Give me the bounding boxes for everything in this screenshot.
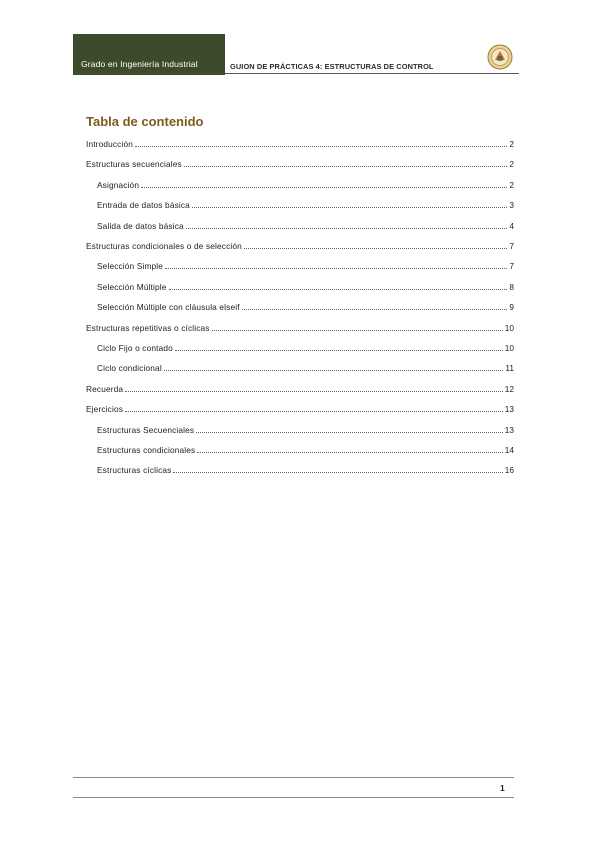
toc-entry-leader-dots	[141, 187, 507, 188]
toc-entry[interactable]	[86, 382, 514, 394]
toc-entry[interactable]	[97, 259, 514, 271]
header-document-title: GUION DE PRÁCTICAS 4: ESTRUCTURAS DE CONTROL	[230, 62, 434, 71]
toc-entry-page: 12	[504, 383, 514, 394]
toc-entry-page: 10	[504, 343, 514, 353]
toc-entry-leader-dots	[175, 350, 503, 351]
toc-entry-leader-dots	[184, 166, 508, 167]
toc-entry-page: 10	[504, 322, 514, 333]
toc-entry[interactable]	[97, 463, 514, 475]
toc-entry-leader-dots	[125, 411, 503, 412]
toc-entry-leader-dots	[173, 472, 502, 473]
toc-entry-leader-dots	[212, 330, 503, 331]
toc-entry[interactable]	[97, 219, 514, 231]
toc-entry-title: Ejercicios	[86, 404, 124, 415]
toc-entry-title: Ciclo Fijo o contado	[97, 343, 173, 353]
university-seal-icon	[487, 44, 513, 70]
toc-entry[interactable]	[97, 198, 514, 210]
toc-entry-page: 7	[509, 261, 514, 272]
toc-entry-page: 2	[509, 139, 514, 149]
toc-entry-title: Estructuras Secuenciales	[97, 424, 195, 435]
toc-entry-title: Selección Múltiple con cláusula elseif	[97, 302, 240, 313]
toc-entry-page: 16	[504, 465, 514, 476]
toc-entry-leader-dots	[169, 289, 508, 290]
toc-entry[interactable]	[97, 423, 514, 435]
toc-entry[interactable]	[86, 321, 514, 333]
toc-entry-title: Estructuras condicionales o de selección	[86, 241, 242, 251]
toc-entry[interactable]	[97, 443, 514, 455]
toc-entry-page: 7	[509, 241, 514, 251]
toc-heading: Tabla de contenido	[86, 114, 204, 129]
toc-entry-title: Asignación	[97, 179, 140, 190]
toc-entry-page: 13	[504, 404, 514, 415]
toc-entry[interactable]	[86, 402, 514, 414]
page-number: 1	[500, 783, 505, 793]
toc-entry-title: Salida de datos básica	[97, 220, 184, 231]
header-degree-block	[73, 34, 225, 75]
header-divider	[225, 73, 519, 74]
toc-entry-leader-dots	[135, 146, 507, 147]
toc-entry-leader-dots	[242, 309, 508, 310]
toc-entry-page: 11	[505, 363, 514, 374]
toc-entry-title: Entrada de datos básica	[97, 200, 190, 211]
toc-entry-leader-dots	[196, 432, 503, 433]
toc-entry[interactable]	[97, 341, 514, 353]
toc-entry-page: 3	[509, 200, 514, 211]
toc-entry[interactable]	[86, 157, 514, 169]
toc-entry-leader-dots	[197, 452, 502, 453]
toc-entry-title: Estructuras repetitivas o cíclicas	[86, 322, 210, 333]
toc-entry-title: Estructuras cíclicas	[97, 465, 172, 476]
toc-entry[interactable]	[97, 178, 514, 190]
toc-entry[interactable]	[97, 361, 514, 373]
toc-entry-title: Estructuras secuenciales	[86, 159, 182, 170]
toc-entry-title: Selección Múltiple	[97, 281, 167, 292]
toc-entry-page: 2	[509, 179, 514, 190]
toc-entry[interactable]	[86, 137, 514, 149]
toc-entry-leader-dots	[186, 228, 508, 229]
toc-entry-page: 13	[504, 424, 514, 435]
toc-entry-page: 4	[509, 220, 514, 231]
toc-entry-page: 2	[509, 159, 514, 170]
toc-entry-leader-dots	[125, 391, 503, 392]
footer-divider-top	[73, 777, 514, 778]
toc-entry-page: 14	[504, 445, 514, 455]
toc-entry-page: 9	[509, 302, 514, 313]
footer-divider-bottom	[73, 797, 514, 798]
toc-entry-leader-dots	[192, 207, 507, 208]
toc-entry-leader-dots	[165, 268, 507, 269]
toc-entry[interactable]	[97, 280, 514, 292]
toc-entry[interactable]	[86, 239, 514, 251]
toc-entry-leader-dots	[244, 248, 507, 249]
toc-entry-title: Recuerda	[86, 383, 124, 394]
header-degree-label: Grado en Ingeniería Industrial	[81, 59, 198, 69]
toc-entry-title: Introducción	[86, 139, 133, 149]
toc-entry[interactable]	[97, 300, 514, 312]
toc-entry-title: Ciclo condicional	[97, 363, 162, 374]
toc-entry-title: Selección Simple	[97, 261, 164, 272]
toc-entry-leader-dots	[164, 370, 504, 371]
toc-entry-title: Estructuras condicionales	[97, 445, 196, 455]
toc-entry-page: 8	[509, 281, 514, 292]
